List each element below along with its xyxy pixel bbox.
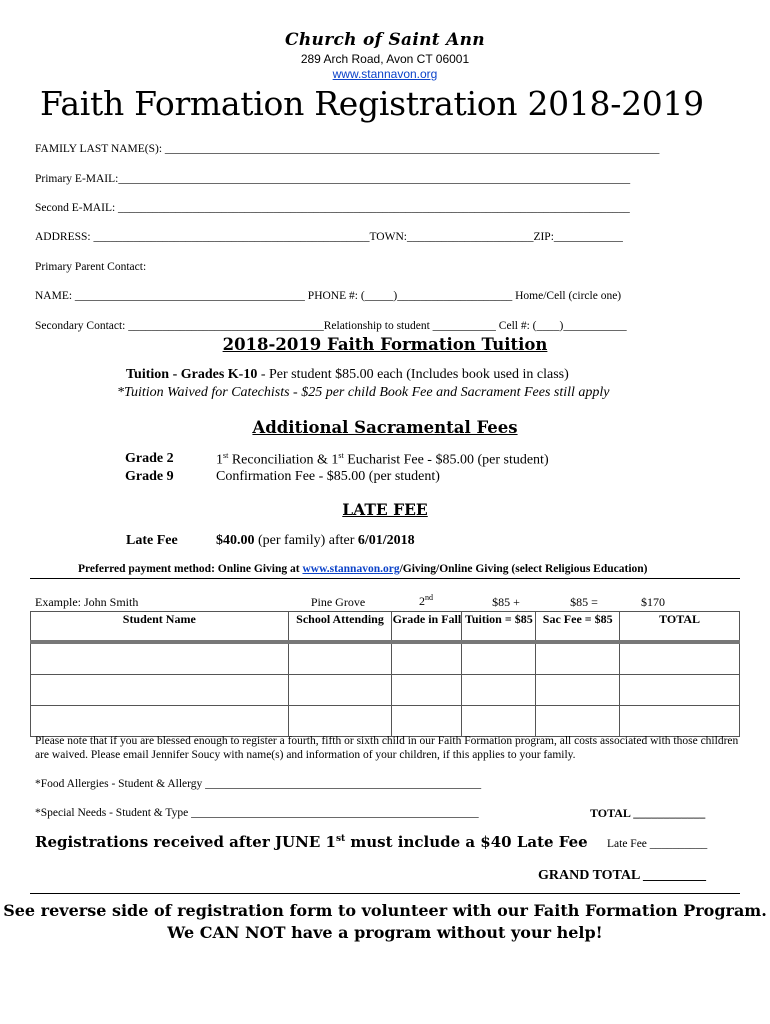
school-cell[interactable]	[288, 642, 392, 675]
late-fee-amount-line	[216, 533, 415, 549]
tuition-cell[interactable]	[462, 706, 536, 737]
late-fee-total-field[interactable]: Late Fee __________	[607, 838, 708, 850]
sacramental-fees-heading: Additional Sacramental Fees	[252, 418, 518, 437]
late-fee-per-family: (per family) after	[254, 533, 358, 548]
student-name-cell[interactable]	[31, 675, 289, 706]
grade-cell[interactable]	[392, 642, 462, 675]
church-name: Church of Saint Ann	[285, 30, 485, 50]
late-fee-date: 6/01/2018	[357, 533, 415, 548]
grade-2-fee: 1st Reconciliation & 1st Eucharist Fee - $85.00 (per student)	[216, 451, 549, 468]
primary-email-field[interactable]: Primary E-MAIL:_________________________________________________________________________________________	[35, 173, 631, 185]
tuition-cell[interactable]	[462, 642, 536, 675]
table-row[interactable]	[31, 642, 740, 675]
table-row[interactable]	[31, 706, 740, 737]
student-table-header	[31, 612, 740, 643]
church-address: 289 Arch Road, Avon CT 06001	[300, 52, 470, 66]
special-needs-field[interactable]: *Special Needs - Student & Type __________________________________________________	[35, 807, 479, 819]
grade-in-fall-header: Grade in Fall	[392, 612, 462, 643]
payment-method-prefix: Preferred payment method: Online Giving at	[78, 563, 303, 575]
grand-total-field[interactable]: GRAND TOTAL _________	[538, 868, 707, 883]
church-website-link[interactable]: www.stannavon.org	[332, 67, 438, 81]
total-cell[interactable]	[620, 675, 740, 706]
student-name-cell[interactable]	[31, 642, 289, 675]
grade-2-label: Grade 2	[125, 451, 174, 466]
payment-link[interactable]: www.stannavon.org	[302, 563, 400, 575]
family-last-name-field[interactable]: FAMILY LAST NAME(S): ______________________________________________________________________________________	[35, 143, 660, 155]
payment-method-line	[78, 563, 648, 575]
school-attending-header: School Attending	[288, 612, 392, 643]
form-title: Faith Formation Registration 2018-2019	[40, 84, 704, 123]
grade-9-fee: Confirmation Fee - $85.00 (per student)	[216, 469, 440, 484]
bottom-divider	[30, 893, 740, 894]
additional-children-note: Please note that if you are blessed enough to register a fourth, fifth or sixth child in our Faith Formation program, all costs associated with those children are waived. Please email Jennifer Soucy with name(s) and information of your children, if this applies to your family.	[35, 735, 739, 761]
total-field[interactable]: TOTAL ____________	[590, 806, 706, 820]
address-field[interactable]: ADDRESS: ________________________________________________TOWN:______________________ZIP:____________	[35, 231, 623, 243]
sac-fee-cell[interactable]	[536, 706, 620, 737]
example-sac-fee: $85 =	[570, 595, 598, 609]
secondary-contact-field[interactable]: Secondary Contact: __________________________________Relationship to student ___________ Cell #: (____)___________	[35, 320, 627, 332]
catechist-waiver-note: *Tuition Waived for Catechists - $25 per child Book Fee and Sacrament Fees still apply	[117, 385, 610, 400]
sac-fee-cell[interactable]	[536, 642, 620, 675]
grade-9-label: Grade 9	[125, 469, 174, 484]
school-cell[interactable]	[288, 706, 392, 737]
example-tuition: $85 +	[492, 595, 520, 609]
primary-parent-contact-label: Primary Parent Contact:	[35, 261, 147, 273]
tuition-heading: 2018-2019 Faith Formation Tuition	[222, 335, 548, 354]
example-student-name: Example: John Smith	[35, 595, 139, 609]
parent-name-phone-field[interactable]: NAME: ________________________________________ PHONE #: (_____)____________________ Home/Cell (circle one)	[35, 290, 622, 302]
payment-divider	[30, 578, 740, 579]
tuition-grades-label: Tuition - Grades K-10	[126, 367, 258, 382]
example-school: Pine Grove	[310, 595, 366, 609]
student-name-header: Student Name	[31, 612, 289, 643]
example-total: $170	[641, 595, 665, 609]
sac-fee-header: Sac Fee = $85	[536, 612, 620, 643]
student-table	[30, 611, 740, 737]
tuition-cell[interactable]	[462, 675, 536, 706]
late-fee-label: Late Fee	[126, 533, 178, 548]
tuition-header: Tuition = $85	[462, 612, 536, 643]
late-registration-banner: Registrations received after JUNE 1st must include a $40 Late Fee	[35, 833, 588, 851]
volunteer-message: See reverse side of registration form to volunteer with our Faith Formation Program.	[3, 901, 767, 920]
tuition-line	[126, 367, 569, 383]
total-header: TOTAL	[620, 612, 740, 643]
total-cell[interactable]	[620, 642, 740, 675]
tuition-per-student: - Per student $85.00 each (Includes book used in class)	[257, 367, 569, 382]
grade-cell[interactable]	[392, 675, 462, 706]
late-fee-amount: $40.00	[216, 533, 255, 548]
table-row[interactable]	[31, 675, 740, 706]
school-cell[interactable]	[288, 675, 392, 706]
second-email-field[interactable]: Second E-MAIL: _________________________________________________________________________________________	[35, 202, 630, 214]
student-name-cell[interactable]	[31, 706, 289, 737]
grade-cell[interactable]	[392, 706, 462, 737]
food-allergies-field[interactable]: *Food Allergies - Student & Allergy ________________________________________________	[35, 778, 482, 790]
payment-method-suffix: /Giving/Online Giving (select Religious Education)	[399, 563, 648, 575]
volunteer-plea: We CAN NOT have a program without your help!	[167, 923, 603, 942]
total-cell[interactable]	[620, 706, 740, 737]
example-grade: 2nd	[419, 593, 433, 608]
sac-fee-cell[interactable]	[536, 675, 620, 706]
late-fee-heading: LATE FEE	[342, 500, 428, 519]
